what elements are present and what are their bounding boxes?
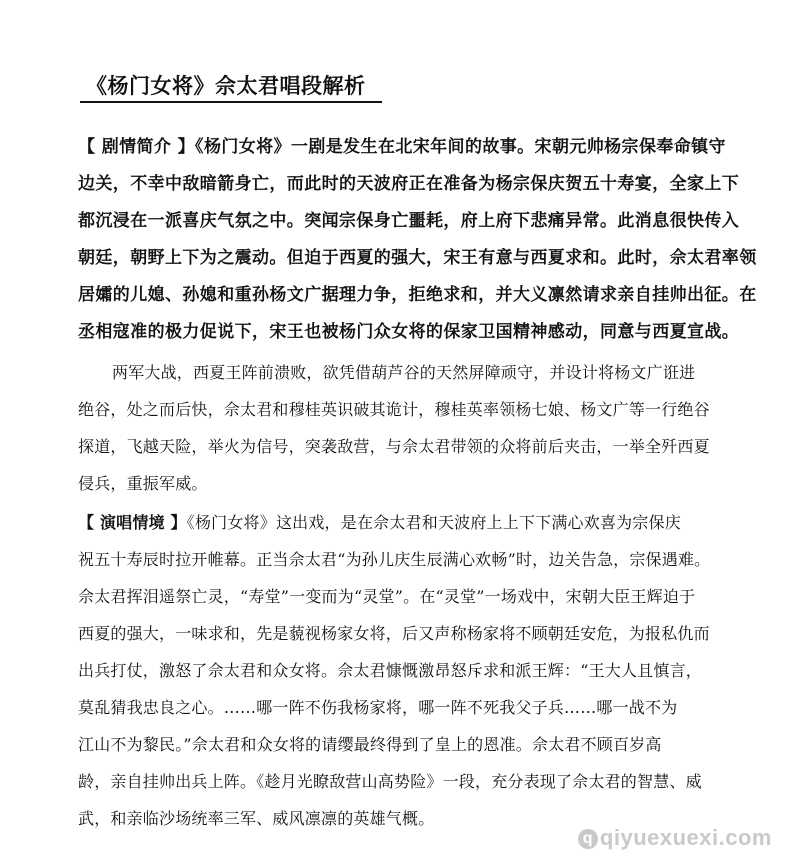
battle-paragraph: [78, 354, 778, 502]
title-underline: [80, 101, 382, 103]
watermark-text: qiyuexuexi.com: [599, 825, 772, 850]
singing-line-4: 西夏的强大，一味求和，先是藐视杨家女将，后又声称杨家将不顾朝廷安危，为报私仇而: [78, 624, 710, 643]
singing-line-7: 江山不为黎民。”佘太君和众女将的请缨最终得到了皇上的恩准。佘太君不顾百岁高: [78, 735, 662, 754]
singing-line-6: 莫乱猜我忠良之心。……哪一阵不伤我杨家将，哪一阵不死我父子兵……哪一战不为: [78, 698, 678, 717]
singing-line-1: 【 演唱情境 】《杨门女将》这出戏，是在佘太君和天波府上上下下满心欢喜为宗保庆: [78, 513, 681, 532]
battle-line-3: 探道，飞越天险，举火为信号，突袭敌营，与佘太君带领的众将前后夹击，一举全歼西夏: [78, 437, 710, 456]
plot-line-1: 【 剧情简介 】《杨门女将》一剧是发生在北宋年间的故事。宋朝元帅杨宗保奉命镇守: [78, 137, 726, 157]
battle-line-4: 侵兵，重振军威。: [78, 474, 208, 493]
battle-line-2: 绝谷，处之而后快，佘太君和穆桂英识破其诡计，穆桂英率领杨七娘、杨文广等一行绝谷: [78, 400, 710, 419]
plot-line-2: 边关，不幸中敌暗箭身亡，而此时的天波府正在准备为杨宗保庆贺五十寿宴，全家上下: [78, 174, 740, 194]
singing-line-8: 龄，亲自挂帅出兵上阵。《趁月光瞭敌营山高势险》一段，充分表现了佘太君的智慧、威: [78, 772, 702, 791]
singing-line-2: 祝五十寿辰时拉开帷幕。正当佘太君“为孙儿庆生辰满心欢畅”时，边关告急，宗保遇难。: [78, 550, 711, 569]
singing-line-3: 佘太君挥泪遥祭亡灵，“寿堂”一变而为“灵堂”。在“灵堂”一场戏中，宋朝大臣王辉迫于: [78, 587, 696, 606]
page-title: 《杨门女将》佘太君唱段解析: [86, 73, 366, 98]
singing-line-9: 武，和亲临沙场统率三军、威风凛凛的英雄气概。: [78, 809, 435, 828]
q-circle-icon: q: [578, 829, 598, 849]
battle-line-1: 两军大战，西夏王阵前溃败，欲凭借葫芦谷的天然屏障顽守，并设计将杨文广诳进: [112, 363, 696, 382]
plot-label: 【 剧情简介 】: [78, 137, 196, 157]
singing-line-5: 出兵打仗，激怒了佘太君和众女将。佘太君慷慨激昂怒斥求和派王辉：“王大人且慎言，: [78, 661, 702, 680]
plot-summary-paragraph: [78, 129, 778, 351]
singing-label: 【 演唱情境 】: [78, 513, 187, 532]
singing-context-paragraph: [78, 504, 778, 837]
plot-line-5: 居孀的儿媳、孙媳和重孙杨文广据理力争，拒绝求和，并大义凛然请求亲自挂帅出征。在: [78, 285, 757, 305]
plot-line-4: 朝廷，朝野上下为之震动。但迫于西夏的强大，宋王有意与西夏求和。此时，佘太君率领: [78, 248, 757, 268]
plot-line-3: 都沉浸在一派喜庆气氛之中。突闻宗保身亡噩耗，府上府下悲痛异常。此消息很快传入: [78, 211, 740, 231]
site-watermark: [578, 825, 772, 851]
plot-line-6: 丞相寇准的极力促说下，宋王也被杨门众女将的保家卫国精神感动，同意与西夏宣战。: [78, 322, 740, 342]
